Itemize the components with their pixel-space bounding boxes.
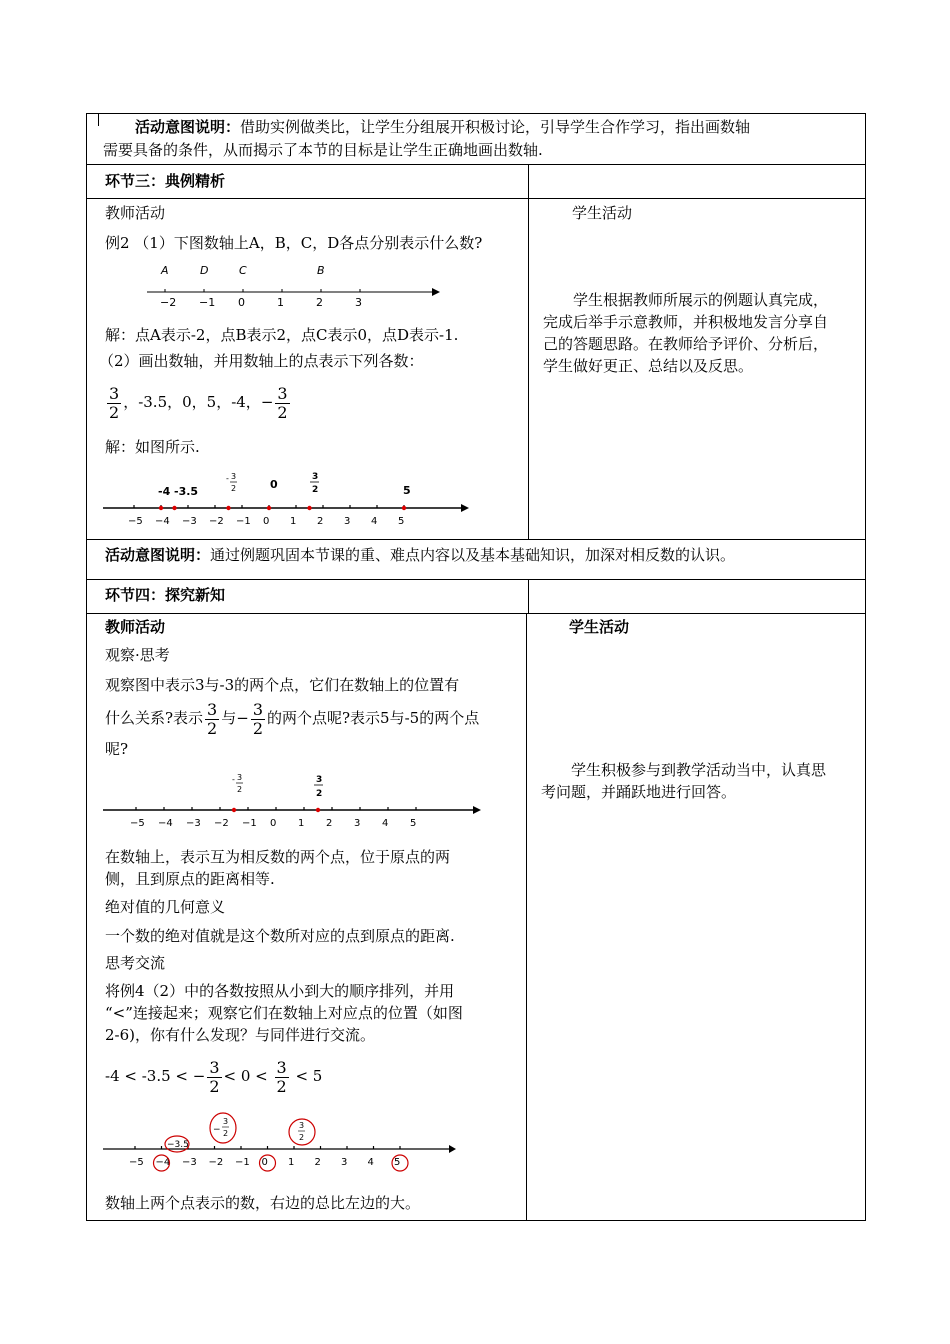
- question-line-3: 呢?: [105, 740, 129, 758]
- tick-label: 0: [270, 818, 277, 829]
- point-dot: [316, 808, 320, 812]
- tick-label: −5: [129, 1157, 144, 1168]
- tick-label: 5: [394, 1157, 401, 1168]
- tick-label: −5: [130, 818, 145, 829]
- abs-title: 绝对值的几何意义: [105, 898, 226, 916]
- answer-2: 解：如图所示.: [105, 438, 200, 456]
- tick-label: 0: [238, 296, 245, 309]
- svg-text:2: 2: [237, 785, 243, 794]
- tick-label: −1: [242, 818, 257, 829]
- svg-text:3: 3: [316, 775, 323, 785]
- tick-label: 1: [298, 818, 305, 829]
- tick-label: −2: [209, 516, 224, 527]
- tick-label: −1: [235, 1157, 250, 1168]
- part-2-question: （2）画出数轴，并用数轴上的点表示下列各数：: [99, 352, 424, 370]
- svg-text:2: 2: [299, 1133, 305, 1142]
- numbers-middle: ，-3.5，0，5，-4，: [123, 393, 261, 411]
- inequality: -4 < -3.5 < − $\frac{3}{2}$ < 0 < $\frac{3}{2}$ < 5: [105, 1057, 323, 1096]
- row-divider: [87, 613, 865, 614]
- minus-sign: −: [260, 393, 274, 411]
- label-neg-frac-den: 2: [231, 484, 237, 493]
- tick-label: 1: [288, 1157, 295, 1168]
- point-letter: B: [317, 264, 325, 277]
- point-dot: [159, 506, 163, 510]
- point-letter: C: [239, 264, 247, 277]
- label-neg35: -3.5: [174, 485, 199, 498]
- column-divider: [526, 613, 527, 1220]
- tick-label: 4: [371, 516, 378, 527]
- think-line-2: “<”连接起来；观察它们在数轴上对应点的位置（如图: [105, 1004, 463, 1022]
- section4-title: 环节四：探究新知: [105, 586, 226, 604]
- svg-text:−: −: [213, 1125, 221, 1135]
- conclusion-line-1: 在数轴上，表示互为相反数的两个点，位于原点的两: [105, 848, 451, 866]
- tick-label: 0: [263, 516, 270, 527]
- answer-1: 解：点A表示-2，点B表示2，点C表示0，点D表示-1.: [105, 326, 459, 344]
- point-dot: [267, 506, 271, 510]
- tick-label: −2: [214, 818, 229, 829]
- column-divider: [98, 114, 99, 126]
- section3-student-text: 学生根据教师所展示的例题认真完成，完成后举手示意教师，并积极地发言分享自己的答题思路。在教师给予评价、分析后，学生做好更正、总结以及反思。: [543, 291, 829, 375]
- label-zero: 0: [270, 478, 278, 491]
- tick-label: 2: [326, 818, 333, 829]
- point-dot: [402, 506, 406, 510]
- tick-label: −3: [182, 1157, 197, 1168]
- number-line-solution: [101, 470, 471, 530]
- section3-title: 环节三：典例精析: [105, 172, 226, 190]
- svg-text:2: 2: [223, 1129, 229, 1138]
- number-line-abcd: [142, 264, 442, 314]
- number-line-opposites: [101, 770, 481, 830]
- tick-label: 3: [355, 296, 362, 309]
- label-frac-num: 3: [312, 472, 319, 482]
- label-five: 5: [403, 484, 411, 497]
- tick-label: −4: [155, 1157, 171, 1168]
- number-line-circled: [101, 1106, 461, 1172]
- section4-teacher-heading: 教师活动: [105, 618, 166, 636]
- tick-label: 2: [317, 516, 324, 527]
- section4-student-text: 学生积极参与到教学活动当中，认真思考问题，并踊跃地进行回答。: [541, 761, 827, 801]
- tick-label: −1: [236, 516, 251, 527]
- tick-label: −2: [160, 296, 177, 309]
- point-dot: [226, 506, 230, 510]
- row-divider: [87, 198, 865, 199]
- tick-label: 4: [382, 818, 389, 829]
- intro-label: 活动意图说明：: [135, 118, 241, 136]
- tick-label: 1: [277, 296, 284, 309]
- think-line-3: 2-6)，你有什么发现？与同伴进行交流。: [105, 1026, 376, 1044]
- tick-label: −4: [158, 818, 173, 829]
- column-divider: [528, 164, 529, 539]
- row-divider: [87, 579, 865, 580]
- intro-line-1: [135, 116, 750, 138]
- svg-text:3: 3: [237, 773, 243, 782]
- question-line-1: 观察图中表示3与-3的两个点，它们在数轴上的位置有: [105, 676, 460, 694]
- tick-label: −5: [128, 516, 143, 527]
- label-neg-frac-sign: -: [226, 474, 229, 483]
- tick-label: 3: [344, 516, 351, 527]
- question-line-2: 什么关系?表示 $\frac{3}{2}$ 与− $\frac{3}{2}$ 的两个点呢?表示5与-5的两个点: [105, 699, 480, 738]
- fraction-three-halves: $\frac{3}{2}$: [109, 383, 120, 422]
- tick-label: 0: [261, 1157, 268, 1168]
- svg-text:3: 3: [223, 1117, 229, 1126]
- tick-label: −1: [199, 296, 216, 309]
- point-dot: [172, 506, 176, 510]
- tick-label: −4: [155, 516, 170, 527]
- column-divider: [528, 579, 529, 613]
- tick-label: 4: [367, 1157, 374, 1168]
- point-dot: [232, 808, 236, 812]
- intro-line-2: 需要具备的条件，从而揭示了本节的目标是让学生正确地画出数轴.: [103, 141, 543, 159]
- row-divider: [87, 164, 865, 165]
- tick-label: −3: [182, 516, 197, 527]
- fraction-neg-three-halves: $\frac{3}{2}$: [277, 383, 288, 422]
- svg-text:-: -: [232, 775, 235, 784]
- example-2-question: 例2 （1）下图数轴上A，B，C，D各点分别表示什么数?: [105, 234, 483, 252]
- think-title: 思考交流: [105, 954, 166, 972]
- tick-label: 3: [341, 1157, 348, 1168]
- lesson-table: [86, 113, 866, 1221]
- abs-text: 一个数的绝对值就是这个数所对应的点到原点的距离.: [105, 927, 455, 945]
- tick-label: 5: [398, 516, 405, 527]
- observe-think: 观察·思考: [105, 646, 170, 664]
- tick-label: 5: [410, 818, 417, 829]
- tick-label: 1: [290, 516, 297, 527]
- point-letter: D: [200, 264, 209, 277]
- row-divider: [87, 539, 865, 540]
- label-neg-frac-num: 3: [231, 472, 237, 481]
- point-dot: [307, 506, 311, 510]
- intro-text: 借助实例做类比，让学生分组展开积极讨论，引导学生合作学习，指出画数轴: [240, 118, 751, 136]
- tick-label: 2: [316, 296, 323, 309]
- svg-text:3: 3: [299, 1121, 305, 1130]
- svg-text:−3.5: −3.5: [167, 1140, 189, 1150]
- tick-label: −2: [208, 1157, 224, 1168]
- svg-text:2: 2: [316, 789, 323, 799]
- tick-label: 2: [314, 1157, 321, 1168]
- section3-teacher-heading: 教师活动: [105, 204, 166, 222]
- label-neg4: -4: [158, 485, 171, 498]
- section4-student-heading: 学生活动: [569, 618, 630, 636]
- tick-label: 3: [354, 818, 361, 829]
- label-frac-den: 2: [312, 485, 319, 495]
- numbers-list: [105, 382, 292, 422]
- section3-purpose: 活动意图说明：通过例题巩固本节课的重、难点内容以及基本基础知识，加深对相反数的认识。: [105, 546, 736, 564]
- point-letter: A: [161, 264, 169, 277]
- think-line-1: 将例4（2）中的各数按照从小到大的顺序排列，并用: [105, 982, 455, 1000]
- tick-label: −3: [186, 818, 201, 829]
- final-conclusion: 数轴上两个点表示的数，右边的总比左边的大。: [105, 1194, 421, 1212]
- conclusion-line-2: 侧，且到原点的距离相等.: [105, 870, 275, 888]
- section3-student-heading: 学生活动: [572, 204, 633, 222]
